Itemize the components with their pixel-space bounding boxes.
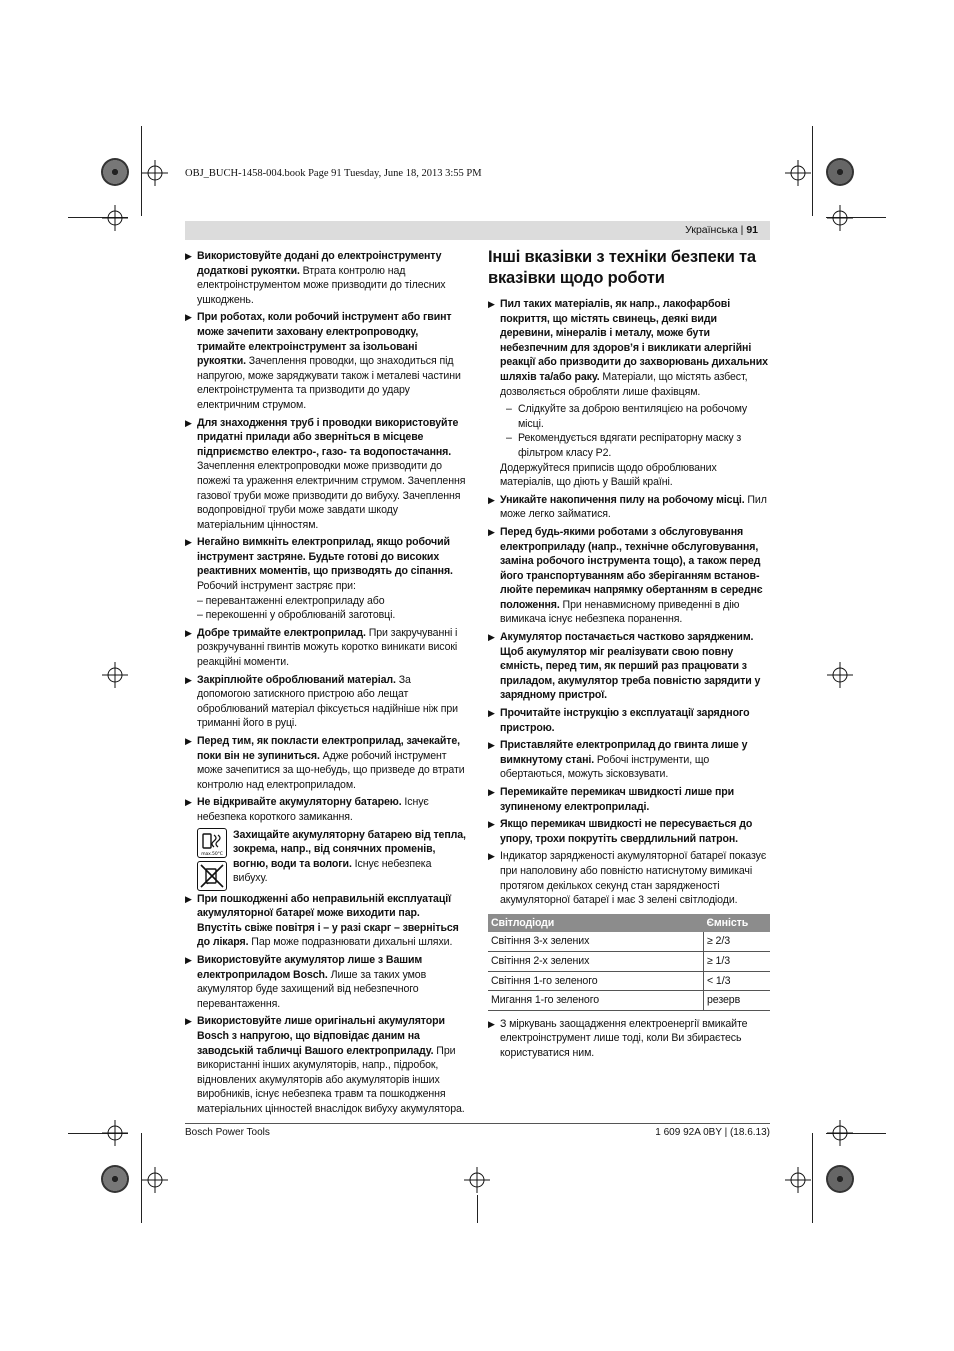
left-column: [185, 249, 467, 1119]
footer-left: Bosch Power Tools: [185, 1127, 270, 1138]
warning-text: Існує небезпека вибуху.: [233, 857, 432, 885]
bullet-arrow-icon: ▶: [488, 494, 495, 505]
list-item: [185, 249, 467, 307]
list-item: [488, 630, 770, 703]
table-row: [488, 932, 770, 951]
item-bold: При пошкодженні або неправильній експлуатації акумуляторної батареї може виходити пар. Впустіть свіже повітря і – у разі скарг – зверніться до лікаря.: [197, 892, 459, 949]
bullet-arrow-icon: ▶: [185, 312, 192, 323]
item-bold: Прочитайте інструкцію з експлуатації зарядного пристрою.: [500, 707, 750, 734]
table-cell: < 1/3: [704, 971, 771, 991]
table-cell: ≥ 2/3: [704, 932, 771, 951]
color-target-icon: [826, 158, 854, 186]
warning-icons: [197, 828, 227, 894]
section-heading: Інші вказівки з техніки безпеки та вказівки щодо роботи: [488, 248, 756, 287]
item-text: При закручуванні і розкручуванні гвинтів можуть коротко виникати високі реакційні моменти.: [197, 626, 458, 669]
heat-warning-icon: [197, 828, 227, 858]
item-bold: Перед будь-якими роботами з обслуговування електроприладу (напр., технічне обслуговування, заміна робочого інструмента тощо), а також перед його транспортуванням або зберіганням встановлюйте перемикач напрямку обертанням в середнє положення.: [500, 525, 763, 611]
table-header: Світлодіоди: [488, 914, 704, 933]
color-target-icon: [826, 1165, 854, 1193]
header-text: Українська | 91: [685, 224, 758, 236]
header-language: Українська: [685, 224, 738, 236]
registration-mark-icon: [100, 660, 130, 690]
list-item: [488, 706, 770, 735]
bullet-arrow-icon: ▶: [488, 819, 495, 830]
registration-mark-icon: [100, 203, 130, 233]
registration-mark-icon: [825, 203, 855, 233]
bullet-arrow-icon: ▶: [185, 893, 192, 904]
note-text: Додержуйтеся приписів щодо оброблюваних матеріалів, що діють у Вашій країні.: [500, 461, 717, 489]
table-header-row: [488, 914, 770, 933]
item-text: Адже робочий інструмент може зачепитися за що-небудь, що призведе до втрати контролю над електроприладом.: [197, 749, 465, 791]
list-item: [488, 738, 770, 782]
bullet-arrow-icon: ▶: [185, 537, 192, 548]
color-target-icon: [101, 158, 129, 186]
crop-mark: [477, 1195, 478, 1223]
list-item: [488, 525, 770, 627]
list-item: [185, 535, 467, 623]
bullet-arrow-icon: ▶: [185, 1016, 192, 1027]
item-bold: Пил таких матеріалів, як напр., лакофарбові покриття, що містять свинець, деякі види деревини, мінералів і металу, може бути небезпечним для здоров’я і викликати алергійні реакції або призводити до захворювань дихальних шляхів та/або раку.: [500, 298, 768, 383]
bullet-arrow-icon: ▶: [488, 632, 495, 643]
registration-mark-icon: [825, 660, 855, 690]
item-text: Лише за таких умов акумулятор буде захищений від небезпечного перевантаження.: [197, 968, 427, 1010]
item-bold: Не відкривайте акумуляторну батарею.: [197, 796, 402, 809]
table-cell: Мигання 1-го зеленого: [488, 991, 704, 1011]
list-item: [488, 1017, 770, 1061]
item-bold: Добре тримайте електроприлад.: [197, 626, 366, 639]
bullet-arrow-icon: ▶: [488, 1018, 495, 1029]
item-bold: Перемикайте перемикач швидкості лише при зупиненому електроприладі.: [500, 786, 735, 813]
table-cell: резерв: [704, 991, 771, 1011]
page-header: [185, 221, 770, 240]
table-cell: Світіння 1-го зеленого: [488, 971, 704, 991]
page-number: 91: [746, 224, 758, 236]
table-header: Ємність: [704, 914, 771, 933]
item-bold: Приставляйте електроприлад до гвинта лише у вимкнутому стані.: [500, 739, 748, 766]
list-item: [488, 493, 770, 522]
list-item: [185, 953, 467, 1011]
list-item: [185, 626, 467, 670]
list-item: [185, 310, 467, 412]
list-item: [185, 416, 467, 533]
item-bold: Використовуйте лише оригінальні акумулятори Bosch з напругою, що відповідає даним на заводській табличці Вашого електроприладу.: [197, 1015, 445, 1057]
bullet-arrow-icon: ▶: [185, 674, 192, 685]
item-bold: Для знаходження труб і проводки використовуйте придатні прилади або зверніться в місцеве підприємство електро-, газо- та водопостачання.: [197, 416, 459, 458]
bullet-arrow-icon: ▶: [185, 417, 192, 428]
bullet-arrow-icon: ▶: [185, 627, 192, 638]
list-item: [488, 785, 770, 814]
led-table: [488, 914, 770, 1011]
bullet-arrow-icon: ▶: [488, 526, 495, 537]
right-column: [488, 247, 770, 1064]
registration-mark-icon: [462, 1165, 492, 1195]
item-text: Зачеплення проводки, що знаходиться під напругою, може заряджувати також і металеві частини електроінструмента та призводити до удару електричним струмом.: [197, 355, 461, 411]
list-item: [488, 817, 770, 846]
item-text: Існує небезпека короткого замикання.: [197, 796, 429, 823]
table-cell: Світіння 3-х зелених: [488, 932, 704, 951]
item-bold: Уникайте накопичення пилу на робочому місці.: [500, 493, 745, 506]
item-bold: Використовуйте акумулятор лише з Вашим електроприладом Bosch.: [197, 953, 423, 981]
item-text: Матеріали, що містять азбест, дозволяється обробляти лише фахівцям.: [500, 370, 748, 398]
footer-rule: [185, 1123, 770, 1124]
item-text: Робочі інструменти, що обертаються, можуть зісковзувати.: [500, 753, 710, 781]
registration-mark-icon: [825, 1118, 855, 1148]
bullet-arrow-icon: ▶: [185, 736, 192, 746]
registration-mark-icon: [140, 1165, 170, 1195]
bullet-arrow-icon: ▶: [185, 797, 192, 808]
item-bold: Негайно вимкніть електроприлад, якщо робочий інструмент застряне. Будьте готові до високих реактивних моментів, що призводять до сіпання.: [197, 536, 453, 578]
bullet-arrow-icon: ▶: [185, 954, 192, 965]
sub-item: – перекошенні у оброблюваній заготовці.: [197, 609, 396, 622]
item-text: З міркувань заощадження електроенергії вмикайте електроінструмент лише тоді, коли Ви збираєтесь користуватися ним.: [500, 1017, 748, 1059]
item-text: Втрата контролю над електроінструментом може призводити до тілесних ушкоджень.: [197, 264, 446, 306]
item-bold: Використовуйте додані до електроінструменту додаткові рукоятки.: [197, 250, 442, 277]
list-item: [488, 297, 770, 399]
item-text: Зачеплення електропроводки може призводити до пожежі та ураження електричним струмом. Зачеплення газової труби може призводити до вибуху. Зачеплення водопровідної труби може завдати шкоду матеріальним цінностям.: [197, 460, 466, 531]
bullet-arrow-icon: ▶: [488, 851, 495, 862]
list-item: [185, 734, 467, 792]
list-item: [185, 1014, 467, 1116]
item-bold: Акумулятор постачається частково зарядженим. Щоб акумулятор міг реалізувати свою повну ємність, перед тим, як перший раз працювати з приладом, акумулятор треба повністю зарядити у зарядному пристрої.: [500, 631, 761, 702]
bullet-arrow-icon: ▶: [488, 299, 495, 309]
bullet-arrow-icon: ▶: [488, 708, 495, 719]
item-bold: Якщо перемикач швидкості не пересувається до упору, трохи покрутіть свердлильний патрон.: [500, 818, 753, 845]
registration-mark-icon: [140, 158, 170, 188]
item-text: Робочий інструмент застряє при:: [197, 580, 356, 593]
list-item: [185, 673, 467, 731]
item-text: Пил може легко займатися.: [500, 493, 767, 521]
item-bold: При роботах, коли робочий інструмент або гвинт може зачепити заховану електропроводку, тримайте електроінструмент за ізольовані рукоятки.: [197, 311, 452, 368]
table-row: [488, 951, 770, 971]
item-bold: Перед тим, як покласти електроприлад, зачекайте, поки він не зупиниться.: [197, 735, 460, 762]
table-row: [488, 991, 770, 1011]
dash-text: Слідкуйте за доброю вентиляцією на робочому місці.: [518, 403, 748, 430]
battery-warning: [185, 828, 467, 888]
item-bold: Закріплюйте оброблюваний матеріал.: [197, 673, 396, 686]
item-text: Індикатор зарядженості акумуляторної батареї показує при наполовину або повністю натиснутому вимикачі протягом декількох секунд стан зарядженості акумуляторної батареї і має 3 зелені світлодіоди.: [500, 850, 767, 907]
warning-bold: Захищайте акумуляторну батарею від тепла, зокрема, напр., від сонячних променів, вогню, води та вологи.: [233, 828, 466, 870]
dash-item: – Рекомендується вдягати респіраторну маску з фільтром класу P2.: [506, 432, 742, 459]
table-cell: ≥ 1/3: [704, 951, 771, 971]
color-target-icon: [101, 1165, 129, 1193]
bullet-arrow-icon: ▶: [488, 787, 495, 797]
bullet-arrow-icon: ▶: [488, 740, 495, 751]
no-water-fire-icon: [197, 861, 227, 891]
dash-text: Рекомендується вдягати респіраторну маску з фільтром класу P2.: [518, 432, 742, 459]
list-item: [488, 849, 770, 907]
item-text: За допомогою затискного пристрою або лещат оброблюваний матеріал фіксується надійніше ніж при триманні його в руці.: [197, 673, 459, 730]
bullet-arrow-icon: ▶: [185, 251, 192, 261]
registration-mark-icon: [783, 1165, 813, 1195]
registration-mark-icon: [100, 1118, 130, 1148]
sub-item: – перевантаженні електроприладу або: [197, 594, 385, 607]
list-item: [185, 892, 467, 950]
item-text: Пар може подразнювати дихальні шляхи.: [248, 936, 453, 949]
file-info: OBJ_BUCH-1458-004.book Page 91 Tuesday, June 18, 2013 3:55 PM: [185, 168, 482, 179]
dash-item: – Слідкуйте за доброю вентиляцією на робочому місці.: [506, 403, 748, 430]
footer-right: 1 609 92A 0BY | (18.6.13): [655, 1127, 770, 1138]
item-text: При ненавмисному приведенні в дію вимикача існує небезпека поранення.: [500, 598, 740, 626]
svg-text:max.50°C: max.50°C: [201, 851, 223, 857]
table-row: [488, 971, 770, 991]
item-text: При використанні інших акумуляторів, напр., підробок, відновлених акумуляторів або акумуляторів інших виробників, існує небезпека травм та пошкодження матеріальних цінностей внаслідок вибуху акумулятора.: [197, 1044, 465, 1115]
registration-mark-icon: [783, 158, 813, 188]
list-item: [185, 795, 467, 824]
table-cell: Світіння 2-х зелених: [488, 951, 704, 971]
